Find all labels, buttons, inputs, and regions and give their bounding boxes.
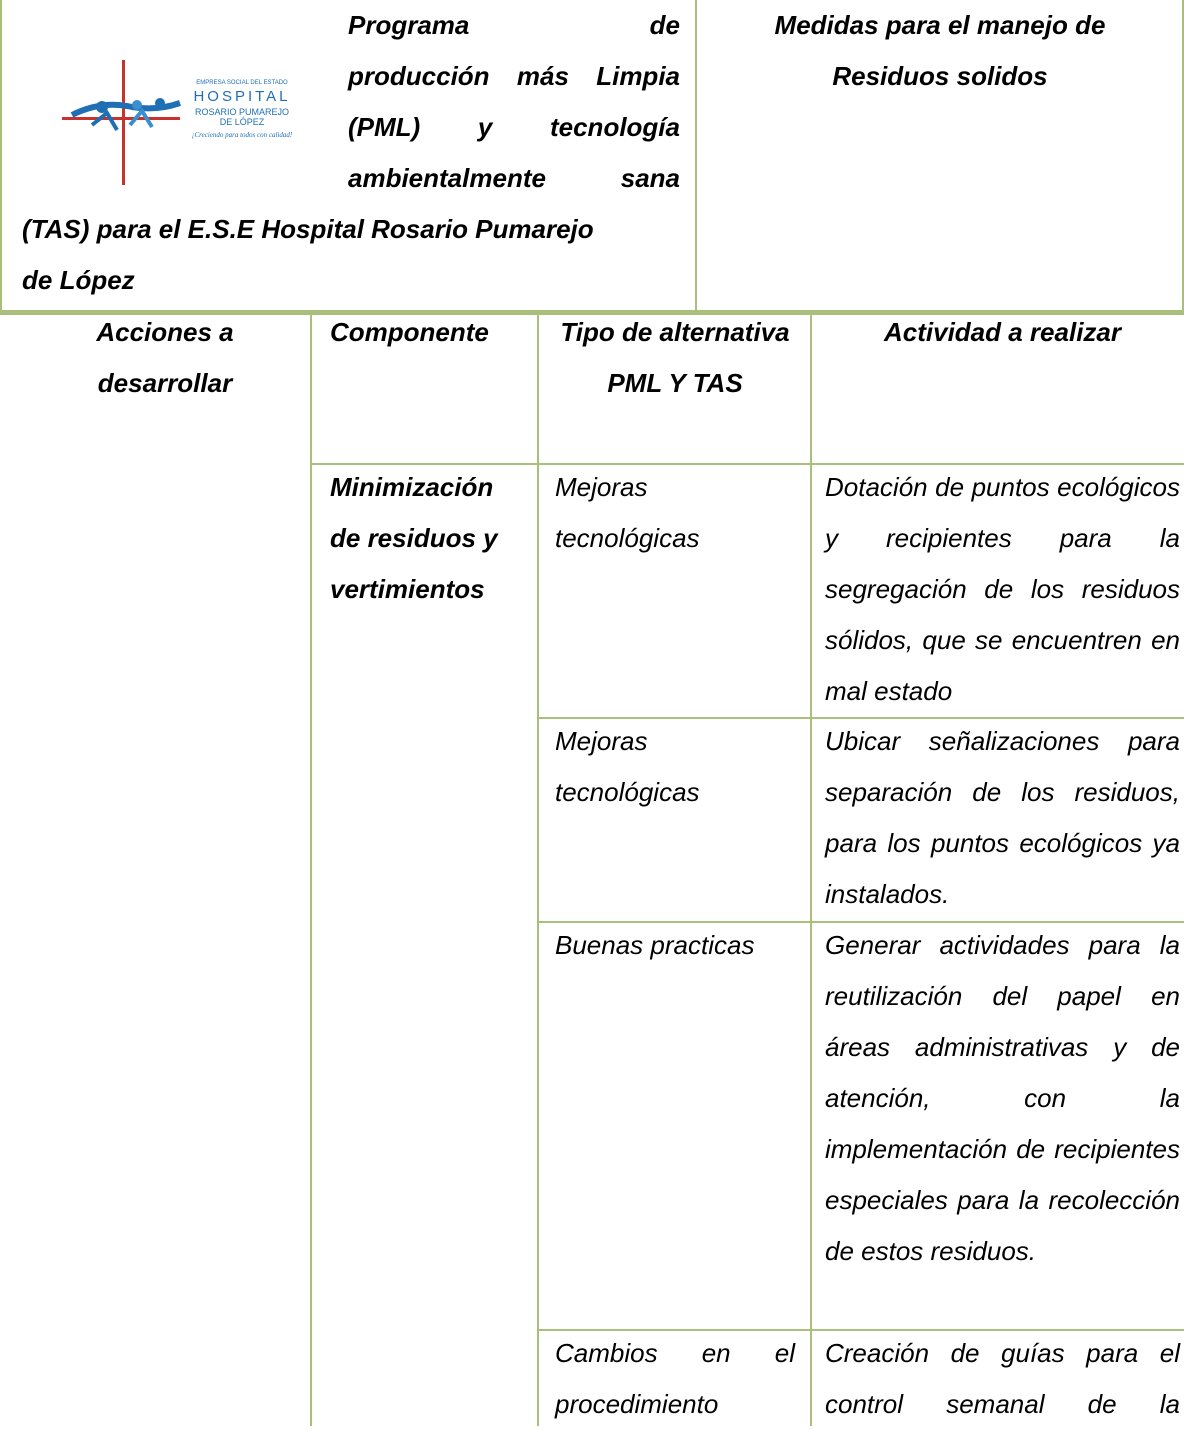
measures-title-line: Residuos solidos: [832, 61, 1048, 91]
tipo-cell: Cambios en el procedimiento: [555, 1338, 795, 1419]
tipo-cell: Mejoras tecnológicas: [555, 472, 700, 553]
logo-slogan: ¡Creciendo para todos con calidad!: [191, 131, 293, 139]
program-title-line: Programa de: [348, 10, 680, 40]
program-title-line: (PML) y tecnología: [348, 112, 680, 142]
program-title-line: (TAS) para el E.S.E Hospital Rosario Pumarejo: [22, 214, 594, 244]
program-title-line: de López: [22, 265, 135, 295]
column-header-acciones: Acciones a desarrollar: [96, 317, 234, 398]
col-line-2: [537, 315, 539, 1426]
col-line-1: [310, 315, 312, 1426]
measures-title: [700, 0, 1180, 102]
program-title-line: producción más Limpia: [348, 61, 680, 91]
program-title-line: ambientalmente sana: [348, 163, 680, 193]
program-title: [348, 0, 680, 204]
actividad-cell: Dotación de puntos ecológicos y recipientes para la segregación de los residuos sólidos, que se encuentren en mal estado: [825, 472, 1180, 706]
measures-title-line: Medidas para el manejo de: [774, 10, 1106, 40]
logo-name-line2: DE LÓPEZ: [219, 117, 265, 127]
header-divider: [695, 0, 697, 310]
column-header-tipo: Tipo de alternativa PML Y TAS: [560, 317, 790, 398]
actividad-cell: Creación de guías para el control semanal de la: [825, 1338, 1180, 1419]
actividad-cell: Ubicar señalizaciones para separación de los residuos, para los puntos ecológicos ya instalados.: [825, 726, 1180, 909]
component-cell: Minimización de residuos y vertimientos: [330, 472, 498, 604]
header-left-border: [0, 0, 2, 310]
col-line-3: [810, 315, 812, 1426]
actividad-cell: Generar actividades para la reutilización del papel en áreas administrativas y de atención, con la implementación de recipientes especiales para la recolección de estos residuos.: [825, 930, 1180, 1266]
program-title-continued: [22, 204, 682, 306]
column-header-actividad: Actividad a realizar: [884, 317, 1121, 347]
logo-hospital-text: HOSPITAL: [193, 88, 291, 105]
logo-top-text: EMPRESA SOCIAL DEL ESTADO: [196, 80, 288, 86]
column-header-componente: Componente: [330, 317, 489, 347]
logo-name-line1: ROSARIO PUMAREJO: [194, 107, 290, 117]
tipo-cell: Mejoras tecnológicas: [555, 726, 700, 807]
hospital-logo: [62, 55, 312, 190]
tipo-cell: Buenas practicas: [555, 930, 755, 960]
